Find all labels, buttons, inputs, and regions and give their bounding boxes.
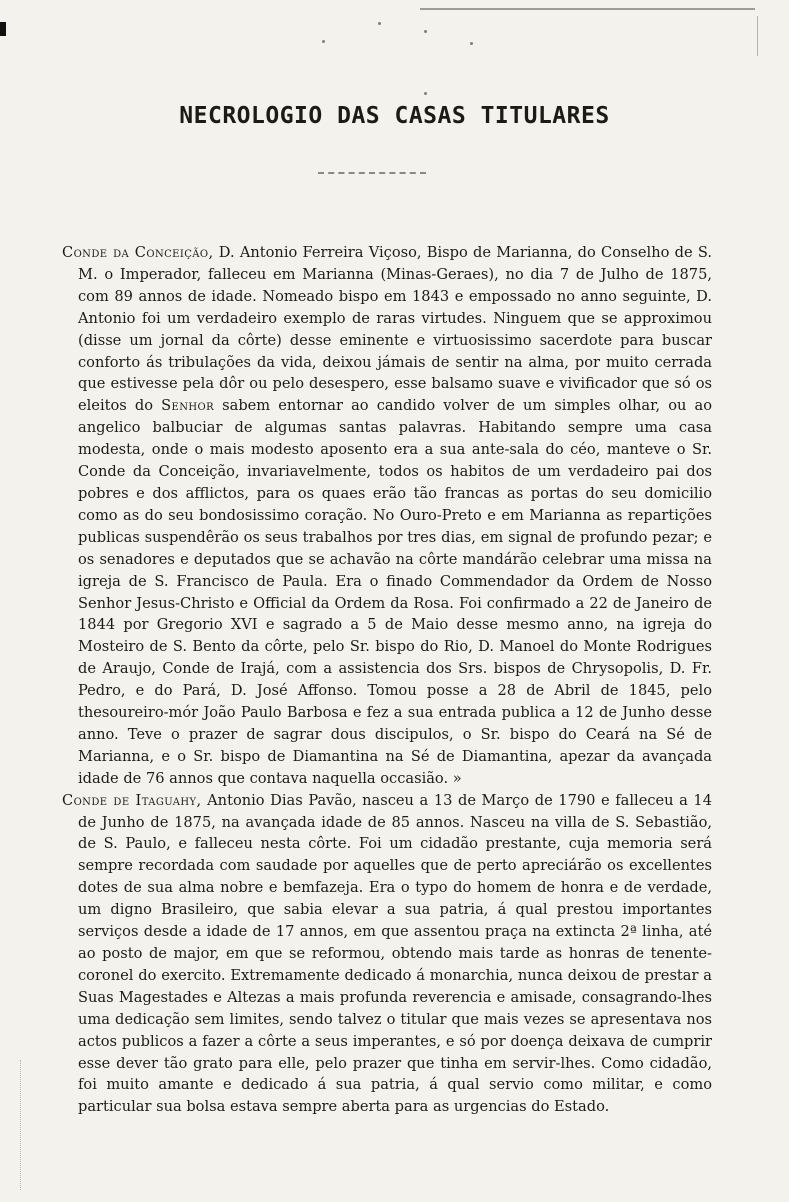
top-border-rule [420, 8, 755, 10]
scan-speck [378, 22, 381, 25]
scan-speck [470, 42, 473, 45]
scan-speck [322, 40, 325, 43]
entry-body-smallcaps: Senhor [161, 397, 215, 415]
scan-edge-mark [0, 22, 6, 36]
right-border-rule [757, 16, 758, 56]
entry-body-text: Antonio Dias Pavão, nasceu a 13 de Março de 1790 e falleceu a 14 de Junho de 1875, na avançada idade de 85 annos. Nasceu na villa de S. Sebastião, de S. Paulo, e falleceu nesta côrte. Foi um cidadão prestante, cuja memoria será sempre recordada com saudade por aquelles que de perto apreciárão os excellentes dotes de sua alma nobre e bemfazeja. Era o typo do homem de honra e de verdade, um digno Brasileiro, que sabia elevar a sua patria, á qual prestou importantes serviços desde a idade de 17 annos, em que assentou praça na extincta 2ª linha, até ao posto de major, em que se reformou, obtendo mais tarde as honras de tenente-coronel do exercito. Extremamente dedicado á monarchia, nunca deixou de prestar a Suas Magestades e Altezas a mais profunda reverencia e amisade, consagrando-lhes uma dedicação sem limites, sendo talvez o titular que mais vezes se apresentava nos actos publicos a fazer a côrte a seus imperantes, e só por doença deixava de cumprir esse dever tão grato para elle, pelo prazer que tinha em servir-lhes. Como cidadão, foi muito amante e dedicado á sua patria, á qual servio como militar, e como particular sua bolsa estava sempre aberta para as urgencias do Estado. [78, 791, 712, 1116]
entry-body-text: D. Antonio Ferreira Viçoso, Bispo de Marianna, do Conselho de S. M. o Imperador, falleceu em Marianna (Minas-Geraes), no dia 7 de Julho de 1875, com 89 annos de idade. Nomeado bispo em 1843 e empossado no anno seguinte, D. Antonio foi um verdadeiro exemplo de raras virtudes. Ninguem que se approximou (disse um jornal da côrte) desse eminente e virtuosissimo sacerdote para buscar conforto ás tribulações da vida, deixou jámais de sentir na alma, por muito cerrada que estivesse pela dôr ou pelo desespero, esse balsamo suave e vivificador que só os eleitos do [78, 244, 712, 415]
entry-conde-de-itaguahy [62, 790, 712, 1119]
scan-speck [424, 30, 427, 33]
necrology-entries [62, 242, 712, 1118]
page-title: NECROLOGIO DAS CASAS TITULARES [179, 103, 610, 129]
entry-title-name: Conde da Conceição, [62, 244, 214, 261]
entry-body-text-continued: sabem entornar ao candido volver de um simples olhar, ou ao angelico balbuciar de algumas santas palavras. Habitando sempre uma casa modesta, onde o mais modesto aposento era a sua ante-sala do céo, manteve o Sr. Conde da Conceição, invariavelmente, todos os habitos de um verdadeiro pai dos pobres e dos afflictos, para os quaes erão tão francas as portas do seu domicilio como as do seu bondosissimo coração. No Ouro-Preto e em Marianna as repartições publicas suspendêrão os seus trabalhos por tres dias, em signal de profundo pezar; e os senadores e deputados que se achavão na côrte mandárão celebrar uma missa na igreja de S. Francisco de Paula. Era o finado Commendador da Ordem de Nosso Senhor Jesus-Christo e Official da Ordem da Rosa. Foi confirmado a 22 de Janeiro de 1844 por Gregorio XVI e sagrado a 5 de Maio desse mesmo anno, na igreja do Mosteiro de S. Bento da côrte, pelo Sr. bispo do Rio, D. Manoel do Monte Rodrigues de Araujo, Conde de Irajá, com a assistencia dos Srs. bispos de Chrysopolis, D. Fr. Pedro, e do Pará, D. José Affonso. Tomou posse a 28 de Abril de 1845, pelo thesoureiro-mór João Paulo Barbosa e fez a sua entrada publica a 12 de Junho desse anno. Teve o prazer de sagrar dous discipulos, o Sr. bispo do Ceará na Sé de Marianna, e o Sr. bispo de Diamantina na Sé de Diamantina, apezar da avançada idade de 76 annos que contava naquella occasião. » [78, 397, 713, 787]
title-ornament-rule [318, 172, 426, 177]
entry-title-name: Conde de Itaguahy, [62, 791, 202, 809]
scan-margin-specks [20, 1060, 23, 1190]
entry-conde-da-conceicao [62, 242, 712, 790]
scan-speck [424, 92, 427, 95]
